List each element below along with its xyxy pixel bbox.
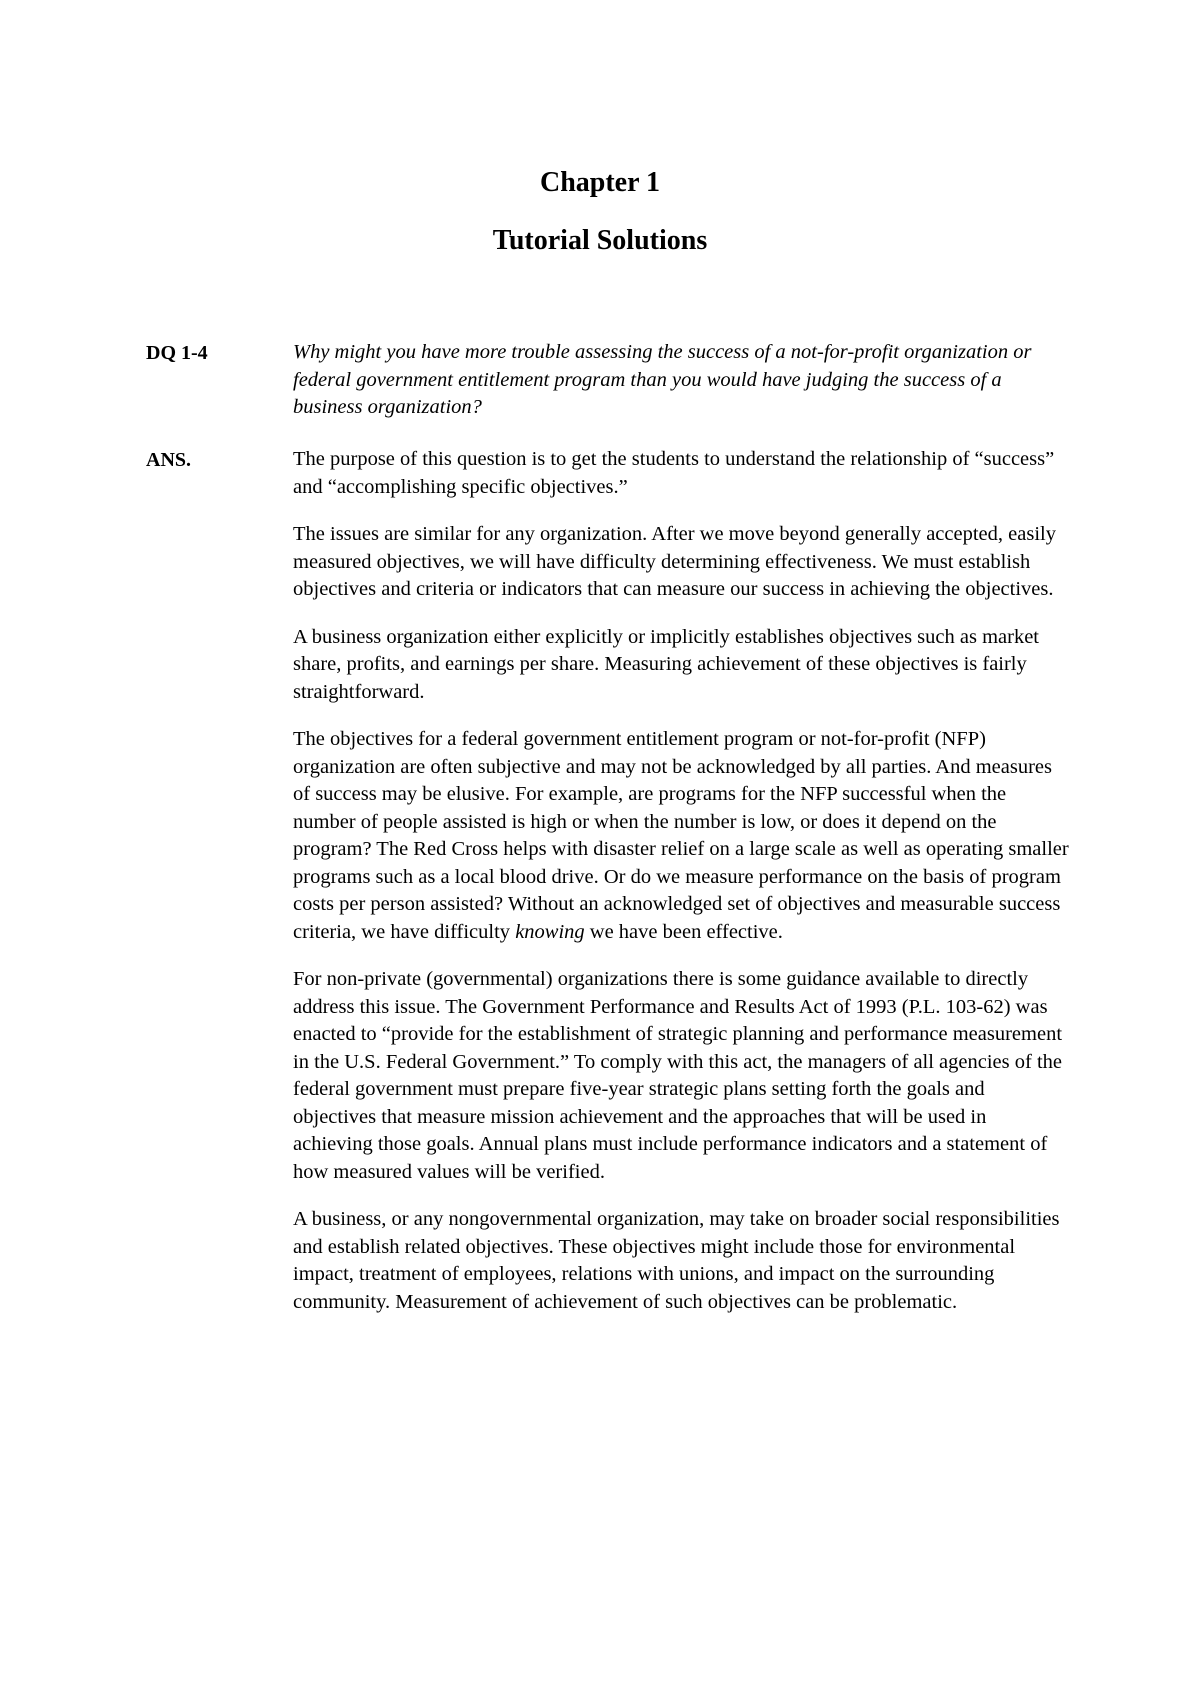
answer-paragraph-5: For non-private (governmental) organizations there is some guidance available to directly address this issue. The Government Performance and Results Act of 1993 (P.L. 103-62) was enacted to “provide for the establishment of strategic planning and performance measurement in the U.S. Federal Government.” To comply with this act, the managers of all agencies of the federal government must prepare five-year strategic plans setting forth the goals and objectives that measure mission achievement and the approaches that will be used in achieving those goals. Annual plans must include performance indicators and a statement of how measured values will be verified. bbox=[293, 968, 1063, 1183]
answer-paragraph-4-text-b: we have been effective. bbox=[584, 920, 783, 943]
question-text: Why might you have more trouble assessing the success of a not-for-profit organization or federal government entitlement program than you would have judging the success of a business organization? bbox=[293, 341, 1032, 418]
answer-paragraph-4-emphasis: knowing bbox=[515, 920, 585, 943]
answer-paragraph-3: A business organization either explicitly or implicitly establishes objectives such as market share, profits, and earnings per share. Measuring achievement of these objectives is fairly straightforward. bbox=[293, 625, 1039, 703]
chapter-title: Chapter 1 bbox=[539, 167, 661, 198]
answer-paragraph-1: The purpose of this question is to get the students to understand the relationship of “success” and “accomplishing specific objectives.” bbox=[293, 448, 1055, 498]
answer-label: ANS. bbox=[146, 449, 192, 471]
chapter-subtitle: Tutorial Solutions bbox=[492, 225, 708, 256]
question-label: DQ 1-4 bbox=[146, 342, 208, 364]
answer-paragraph-4-text-a: The objectives for a federal government entitlement program or not-for-profit (NFP) organization are often subjective and may not be acknowledged by all parties. And measures of success may be elusive. For example, are programs for the NFP successful when the number of people assisted is high or when the number is low, or does it depend on the program? The Red Cross helps with disaster relief on a large scale as well as operating smaller programs such as a local blood drive. Or do we measure performance on the basis of program costs per person assisted? Without an acknowledged set of objectives and measurable success criteria, we have difficulty bbox=[293, 728, 1069, 943]
answer-paragraph-4 bbox=[293, 726, 1071, 946]
answer-body bbox=[293, 446, 1071, 1336]
answer-paragraph-2: The issues are similar for any organization. After we move beyond generally accepted, easily measured objectives, we will have difficulty determining effectiveness. We must establish objectives and criteria or indicators that can measure our success in achieving the objectives. bbox=[293, 523, 1056, 600]
answer-paragraph-6: A business, or any nongovernmental organization, may take on broader social responsibilities and establish related objectives. These objectives might include those for environmental impact, treatment of employees, relations with unions, and impact on the surrounding community. Measurement of achievement of such objectives can be problematic. bbox=[293, 1208, 1060, 1313]
